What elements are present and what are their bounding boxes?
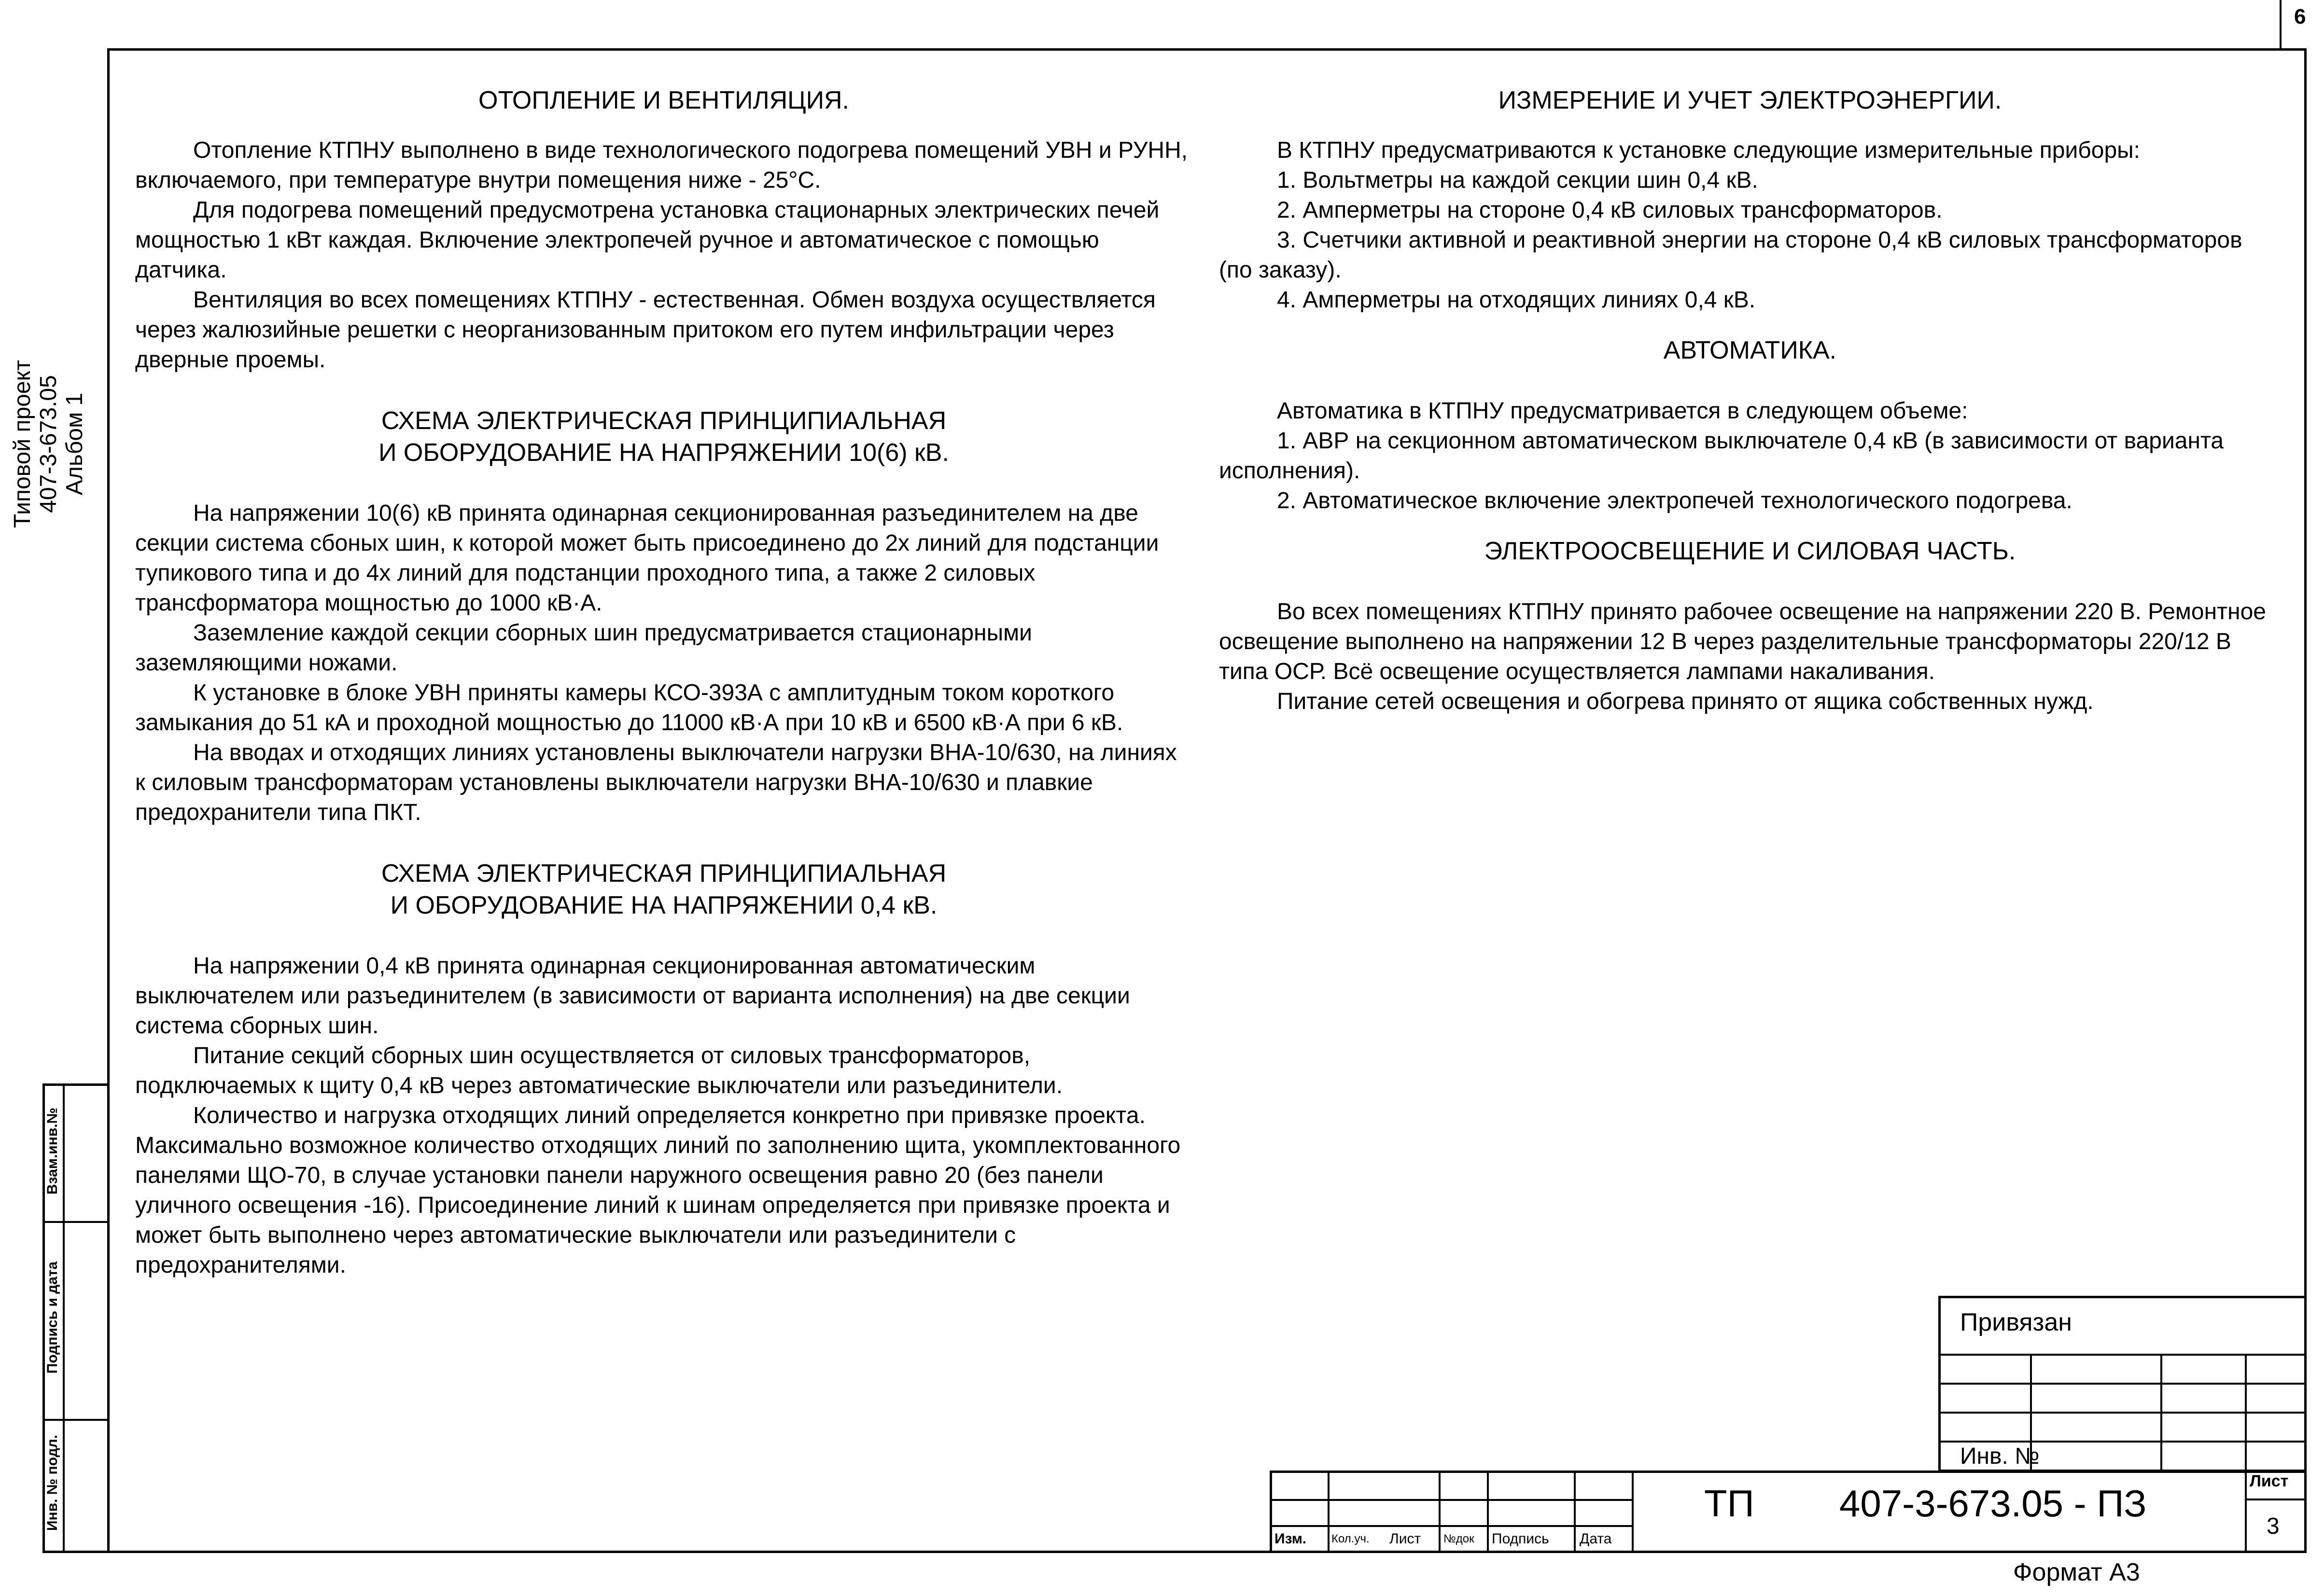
- lighting-paragraph: Во всех помещениях КТПНУ принято рабочее освещение на напряжении 220 В. Ремонтное освещение выполнено на напряжении 12 В через разделительные трансформаторы 220/12 В типа ОСР. Всё освещение осуществляется лампами накаливания.: [1219, 599, 2266, 684]
- lv-paragraph: Питание секций сборных шин осуществляется от силовых трансформаторов, подключаемых к щиту 0,4 кВ через автоматические выключатели или разъединители.: [135, 1043, 1063, 1098]
- heading-lighting: ЭЛЕКТРООСВЕЩЕНИЕ И СИЛОВАЯ ЧАСТЬ.: [1484, 537, 2016, 565]
- lv-paragraph: Количество и нагрузка отходящих линий определяется конкретно при привязке проекта. Максимально возможное количество отходящих линий по заполнению щита, укомплектованного панелями ЩО-70, в случае установки панели наружного освещения равно 20 (без панели уличного освещения -16). Присоединение линий к шинам определяется при привязке проекта и может быть выполнено через автоматические выключатели или разъединители с предохранителями.: [135, 1103, 1181, 1278]
- metering-item: 4. Амперметры на отходящих линиях 0,4 кВ.: [1277, 287, 1756, 313]
- metering-intro: В КТПНУ предусматриваются к установке следующие измерительные приборы:: [1277, 138, 2140, 163]
- heating-paragraph: Для подогрева помещений предусмотрена установка стационарных электрических печей мощностью 1 кВт каждая. Включение электропечей ручное и автоматическое с помощью датчика.: [135, 197, 1160, 283]
- format-label: Формат А3: [2013, 1558, 2140, 1586]
- heading-hv-scheme-line2: И ОБОРУДОВАНИЕ НА НАПРЯЖЕНИИ 10(6) кВ.: [378, 439, 949, 467]
- title-block-sheet-box-line: [2245, 1471, 2247, 1553]
- sheet-label: Лист: [2250, 1472, 2289, 1490]
- heating-paragraph: Отопление КТПНУ выполнено в виде технологического подогрева помещений УВН и РУНН, включаемого, при температуре внутри помещения ниже - 25°С.: [135, 138, 1188, 193]
- heading-hv-scheme-line1: СХЕМА ЭЛЕКТРИЧЕСКАЯ ПРИНЦИПИАЛЬНАЯ: [381, 407, 947, 435]
- title-block-col-line: [1487, 1471, 1489, 1553]
- sheet-number: 3: [2267, 1513, 2280, 1539]
- title-block-top-line: [1270, 1471, 2307, 1473]
- hv-paragraph: Заземление каждой секции сборных шин предусматривается стационарными заземляющими ножами.: [135, 620, 1032, 676]
- col-label-sheet: Лист: [1389, 1531, 1421, 1547]
- right-text-column: [1219, 84, 2281, 717]
- binding-row-line: [1938, 1412, 2307, 1414]
- binding-row-line: [1938, 1354, 2307, 1356]
- left-text-column: [135, 84, 1192, 1280]
- binding-col-line: [2245, 1354, 2247, 1472]
- corner-box-left-line: [2280, 0, 2282, 48]
- side-project-line2: 407-3-673.05: [36, 375, 61, 513]
- binding-row-line: [1938, 1383, 2307, 1385]
- title-block-left-line: [1270, 1471, 1272, 1553]
- sheet-corner-number: 6: [2294, 5, 2306, 28]
- metering-item: 3. Счетчики активной и реактивной энергии на стороне 0,4 кВ силовых трансформаторов (по заказу).: [1219, 227, 2242, 283]
- lighting-paragraph: Питание сетей освещения и обогрева принято от ящика собственных нужд.: [1277, 689, 2094, 714]
- heading-lv-scheme-line2: И ОБОРУДОВАНИЕ НА НАПРЯЖЕНИИ 0,4 кВ.: [390, 891, 938, 919]
- side-stamp-cell-replace: Взам.инв.№: [44, 1107, 60, 1195]
- heating-paragraph: Вентиляция во всех помещениях КТПНУ - естественная. Обмен воздуха осуществляется через жалюзийные решетки с неорганизованным притоком его путем инфильтрации через дверные проемы.: [135, 287, 1156, 373]
- title-block-col-line: [1439, 1471, 1441, 1553]
- heading-lv-scheme-line1: СХЕМА ЭЛЕКТРИЧЕСКАЯ ПРИНЦИПИАЛЬНАЯ: [381, 860, 947, 888]
- col-label-docnum: №док: [1443, 1532, 1474, 1545]
- heading-heating-ventilation: ОТОПЛЕНИЕ И ВЕНТИЛЯЦИЯ.: [478, 86, 849, 114]
- title-block-col-line: [1574, 1471, 1576, 1553]
- binding-row-line: [1938, 1441, 2307, 1443]
- automation-item: 2. Автоматическое включение электропечей технологического подогрева.: [1277, 488, 2072, 513]
- hv-paragraph: К установке в блоке УВН приняты камеры КСО-393А с амплитудным током короткого замыкания до 51 кА и проходной мощностью до 11000 кВ·А при 10 кВ и 6500 кВ·А при 6 кВ.: [135, 680, 1123, 736]
- hv-paragraph: На напряжении 10(6) кВ принята одинарная секционированная разъединителем на две секции система сбоных шин, к которой может быть присоединено до 2х линий для подстанции тупикового типа и до 4х линий для подстанции проходного типа, а также 2 силовых трансформатора мощностью до 1000 кВ·А.: [135, 500, 1159, 616]
- metering-item: 1. Вольтметры на каждой секции шин 0,4 кВ.: [1277, 167, 1758, 193]
- lv-paragraph: На напряжении 0,4 кВ принята одинарная секционированная автоматическим выключателем или разъединителем (в зависимости от варианта исполнения) на две секции система сборных шин.: [135, 953, 1130, 1039]
- metering-item: 2. Амперметры на стороне 0,4 кВ силовых трансформаторов.: [1277, 197, 1943, 223]
- col-label-count: Кол.уч.: [1331, 1532, 1370, 1545]
- binding-box-title: Привязан: [1960, 1308, 2072, 1336]
- hv-paragraph: На вводах и отходящих линиях установлены выключатели нагрузки ВНА-10/630, на линиях к силовым трансформаторам установлены выключатели нагрузки ВНА-10/630 и плавкие предохранители типа ПКТ.: [135, 740, 1177, 825]
- title-block-col-line: [1328, 1471, 1330, 1553]
- col-label-change: Изм.: [1274, 1531, 1307, 1547]
- col-label-date: Дата: [1580, 1531, 1612, 1547]
- side-project-title: [10, 319, 88, 569]
- title-block-col-line: [1632, 1471, 1634, 1553]
- automation-intro: Автоматика в КТПНУ предусматривается в следующем объеме:: [1277, 398, 1968, 424]
- document-code: 407-3-673.05 - ПЗ: [1839, 1482, 2147, 1525]
- side-stamp-cell-signature: Подпись и дата: [44, 1261, 60, 1374]
- side-stamp-divider-v: [63, 1083, 65, 1553]
- title-block-row-line: [1270, 1525, 1632, 1527]
- side-stamp-cell-inventory: Инв. № подл.: [44, 1434, 60, 1531]
- automation-item: 1. АВР на секционном автоматическом выключателе 0,4 кВ (в зависимости от варианта исполнения).: [1219, 428, 2224, 484]
- binding-inv-label: Инв. №: [1960, 1443, 2040, 1469]
- title-block-sheet-box-divider: [2245, 1499, 2307, 1500]
- binding-col-line: [2160, 1354, 2162, 1472]
- side-project-line1: Типовой проект: [10, 360, 35, 528]
- heading-metering: ИЗМЕРЕНИЕ И УЧЕТ ЭЛЕКТРОЭНЕРГИИ.: [1498, 86, 2002, 114]
- heading-automation: АВТОМАТИКА.: [1663, 336, 1837, 364]
- col-label-signature: Подпись: [1492, 1531, 1549, 1547]
- title-code-prefix: ТП: [1704, 1482, 1754, 1525]
- title-block-row-line: [1270, 1499, 1632, 1501]
- side-project-line3: Альбом 1: [62, 392, 87, 496]
